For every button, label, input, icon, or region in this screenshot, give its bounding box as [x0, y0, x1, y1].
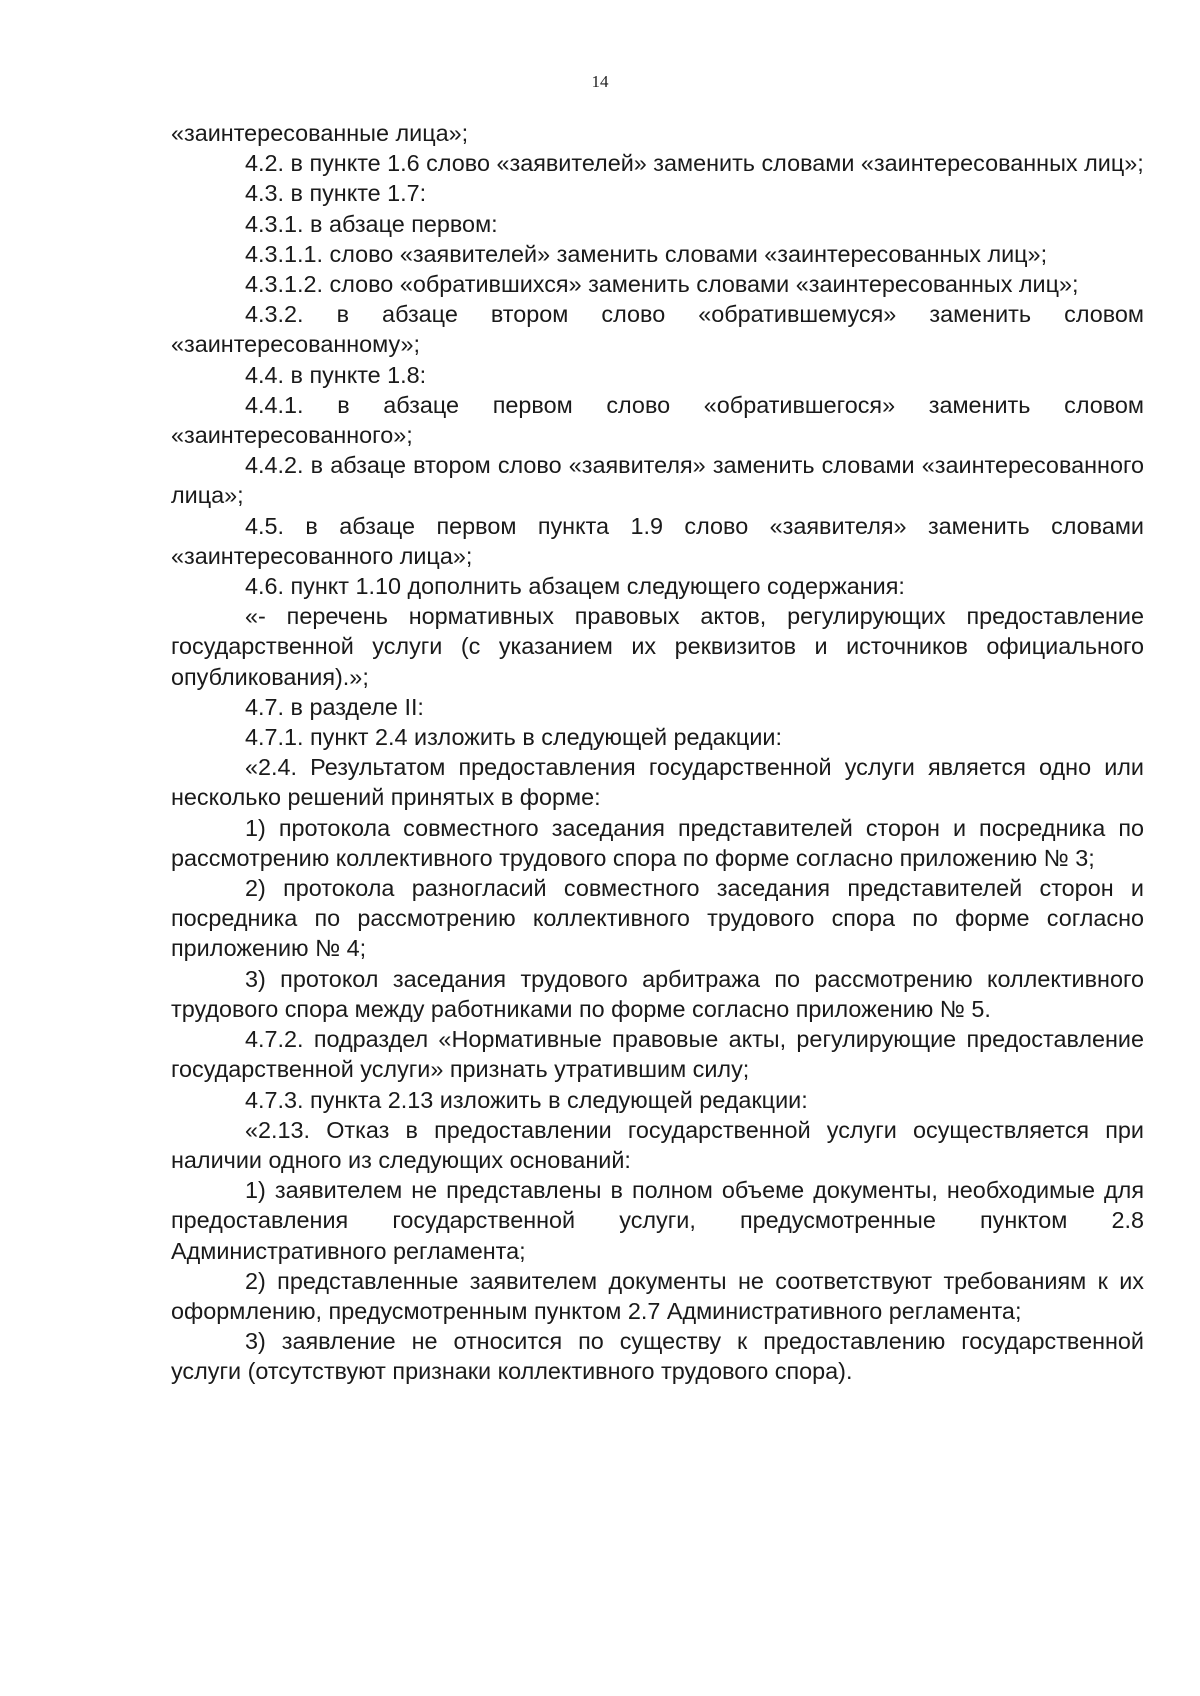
- paragraph: 4.2. в пункте 1.6 слово «заявителей» заменить словами «заинтересованных лиц»;: [245, 150, 1144, 177]
- paragraph: 1) заявителем не представлены в полном объеме документы, необходимые для предоставления государственной услуги, предусмотренные пунктом 2.8 Административного регламента;: [171, 1177, 1144, 1264]
- paragraph: «- перечень нормативных правовых актов, регулирующих предоставление государственной услуги (с указанием их реквизитов и источников официального опубликования).»;: [171, 603, 1144, 690]
- paragraph: 4.7.3. пункта 2.13 изложить в следующей редакции:: [245, 1086, 808, 1113]
- page-number: 14: [591, 72, 609, 91]
- paragraph: 2) протокола разногласий совместного заседания представителей сторон и посредника по рассмотрению коллективного трудового спора по форме согласно приложению № 4;: [171, 875, 1144, 962]
- paragraph: 4.3.1. в абзаце первом:: [245, 210, 498, 237]
- paragraph: 4.7.1. пункт 2.4 изложить в следующей редакции:: [245, 724, 782, 751]
- paragraph: 4.4.2. в абзаце втором слово «заявителя» заменить словами «заинтересованного лица»;: [171, 452, 1144, 509]
- document-body: [171, 118, 1144, 1387]
- paragraph: 1) протокола совместного заседания представителей сторон и посредника по рассмотрению коллективного трудового спора по форме согласно приложению № 3;: [171, 814, 1144, 871]
- paragraph: 4.6. пункт 1.10 дополнить абзацем следующего содержания:: [245, 573, 905, 600]
- paragraph: 4.7.2. подраздел «Нормативные правовые акты, регулирующие предоставление государственной услуги» признать утратившим силу;: [171, 1026, 1144, 1083]
- paragraph: 4.3.2. в абзаце втором слово «обратившемуся» заменить словом «заинтересованному»;: [171, 301, 1144, 358]
- paragraph: 4.3.1.2. слово «обратившихся» заменить словами «заинтересованных лиц»;: [245, 271, 1079, 298]
- paragraph: 3) заявление не относится по существу к предоставлению государственной услуги (отсутствуют признаки коллективного трудового спора).: [171, 1328, 1144, 1385]
- paragraph: 4.7. в разделе II:: [245, 693, 424, 720]
- paragraph: 3) протокол заседания трудового арбитража по рассмотрению коллективного трудового спора между работниками по форме согласно приложению № 5.: [171, 965, 1144, 1022]
- paragraph: 4.4.1. в абзаце первом слово «обратившегося» заменить словом «заинтересованного»;: [171, 391, 1144, 449]
- paragraph: 2) представленные заявителем документы не соответствуют требованиям к их оформлению, предусмотренным пунктом 2.7 Административного регламента;: [171, 1267, 1144, 1324]
- paragraph: 4.5. в абзаце первом пункта 1.9 слово «заявителя» заменить словами «заинтересованного лица»;: [171, 512, 1144, 569]
- paragraph: «2.4. Результатом предоставления государственной услуги является одно или несколько решений принятых в форме:: [171, 754, 1144, 811]
- paragraph: «заинтересованные лица»;: [171, 120, 469, 146]
- paragraph: «2.13. Отказ в предоставлении государственной услуги осуществляется при наличии одного из следующих оснований:: [171, 1116, 1144, 1173]
- paragraph: 4.3.1.1. слово «заявителей» заменить словами «заинтересованных лиц»;: [245, 240, 1048, 267]
- paragraph: 4.3. в пункте 1.7:: [245, 180, 427, 207]
- paragraph: 4.4. в пункте 1.8:: [245, 361, 427, 388]
